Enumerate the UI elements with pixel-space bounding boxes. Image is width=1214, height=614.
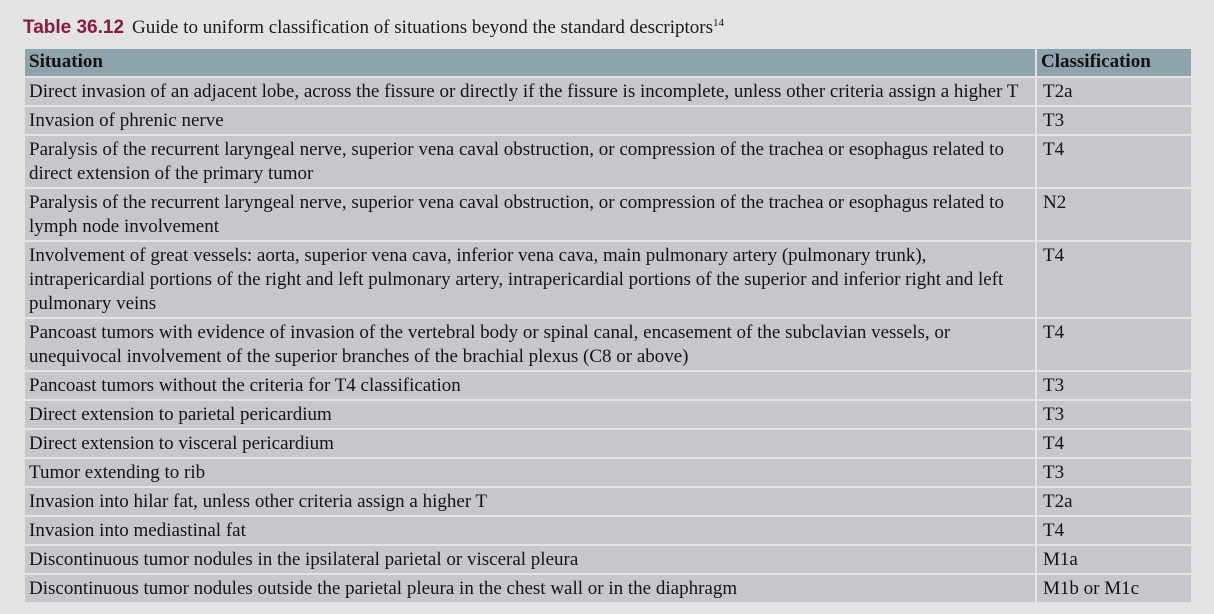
table-row bbox=[24, 135, 1192, 188]
header-row bbox=[24, 49, 1192, 77]
table-row bbox=[24, 545, 1192, 574]
table-row bbox=[24, 487, 1192, 516]
classification-cell: T3 bbox=[1036, 458, 1192, 487]
situation-cell: Paralysis of the recurrent laryngeal nerve, superior vena caval obstruction, or compression of the trachea or esophagus related to direct extension of the primary tumor bbox=[24, 135, 1036, 188]
header-situation: Situation bbox=[24, 49, 1036, 77]
classification-cell: T2a bbox=[1036, 77, 1192, 106]
table-row bbox=[24, 574, 1192, 603]
table-row bbox=[24, 106, 1192, 135]
table-row bbox=[24, 318, 1192, 371]
classification-cell: T4 bbox=[1036, 318, 1192, 371]
situation-cell: Pancoast tumors with evidence of invasion of the vertebral body or spinal canal, encasement of the subclavian vessels, or unequivocal involvement of the superior branches of the brachial plexus (C8 or above) bbox=[24, 318, 1036, 371]
situation-cell: Discontinuous tumor nodules outside the parietal pleura in the chest wall or in the diaphragm bbox=[24, 574, 1036, 603]
table-row bbox=[24, 77, 1192, 106]
table-row bbox=[24, 400, 1192, 429]
table-caption bbox=[23, 14, 724, 42]
classification-cell: N2 bbox=[1036, 188, 1192, 241]
table-title: Guide to uniform classification of situations beyond the standard descriptors bbox=[132, 17, 714, 38]
table-row bbox=[24, 241, 1192, 318]
situation-cell: Direct invasion of an adjacent lobe, across the fissure or directly if the fissure is incomplete, unless other criteria assign a higher T bbox=[24, 77, 1036, 106]
table-row bbox=[24, 188, 1192, 241]
situation-cell: Direct extension to visceral pericardium bbox=[24, 429, 1036, 458]
situation-cell: Invasion into mediastinal fat bbox=[24, 516, 1036, 545]
table-row bbox=[24, 516, 1192, 545]
table-row bbox=[24, 371, 1192, 400]
situation-cell: Invasion into hilar fat, unless other criteria assign a higher T bbox=[24, 487, 1036, 516]
classification-cell: T3 bbox=[1036, 106, 1192, 135]
situation-cell: Invasion of phrenic nerve bbox=[24, 106, 1036, 135]
header-classification: Classification bbox=[1036, 49, 1192, 77]
classification-cell: T3 bbox=[1036, 371, 1192, 400]
classification-cell: T4 bbox=[1036, 241, 1192, 318]
table-row bbox=[24, 429, 1192, 458]
classification-cell: T4 bbox=[1036, 516, 1192, 545]
classification-cell: T2a bbox=[1036, 487, 1192, 516]
situation-cell: Discontinuous tumor nodules in the ipsilateral parietal or visceral pleura bbox=[24, 545, 1036, 574]
table-row bbox=[24, 458, 1192, 487]
table-number: Table 36.12 bbox=[23, 17, 125, 38]
reference-superscript: 14 bbox=[713, 17, 725, 29]
classification-cell: T3 bbox=[1036, 400, 1192, 429]
situation-cell: Pancoast tumors without the criteria for T4 classification bbox=[24, 371, 1036, 400]
classification-cell: T4 bbox=[1036, 429, 1192, 458]
classification-table bbox=[23, 49, 1193, 604]
situation-cell: Direct extension to parietal pericardium bbox=[24, 400, 1036, 429]
situation-cell: Paralysis of the recurrent laryngeal nerve, superior vena caval obstruction, or compression of the trachea or esophagus related to lymph node involvement bbox=[24, 188, 1036, 241]
classification-cell: M1a bbox=[1036, 545, 1192, 574]
classification-cell: T4 bbox=[1036, 135, 1192, 188]
situation-cell: Involvement of great vessels: aorta, superior vena cava, inferior vena cava, main pulmonary artery (pulmonary trunk), intrapericardial portions of the right and left pulmonary artery, intrapericardial portions of the superior and inferior right and left pulmonary veins bbox=[24, 241, 1036, 318]
classification-cell: M1b or M1c bbox=[1036, 574, 1192, 603]
situation-cell: Tumor extending to rib bbox=[24, 458, 1036, 487]
